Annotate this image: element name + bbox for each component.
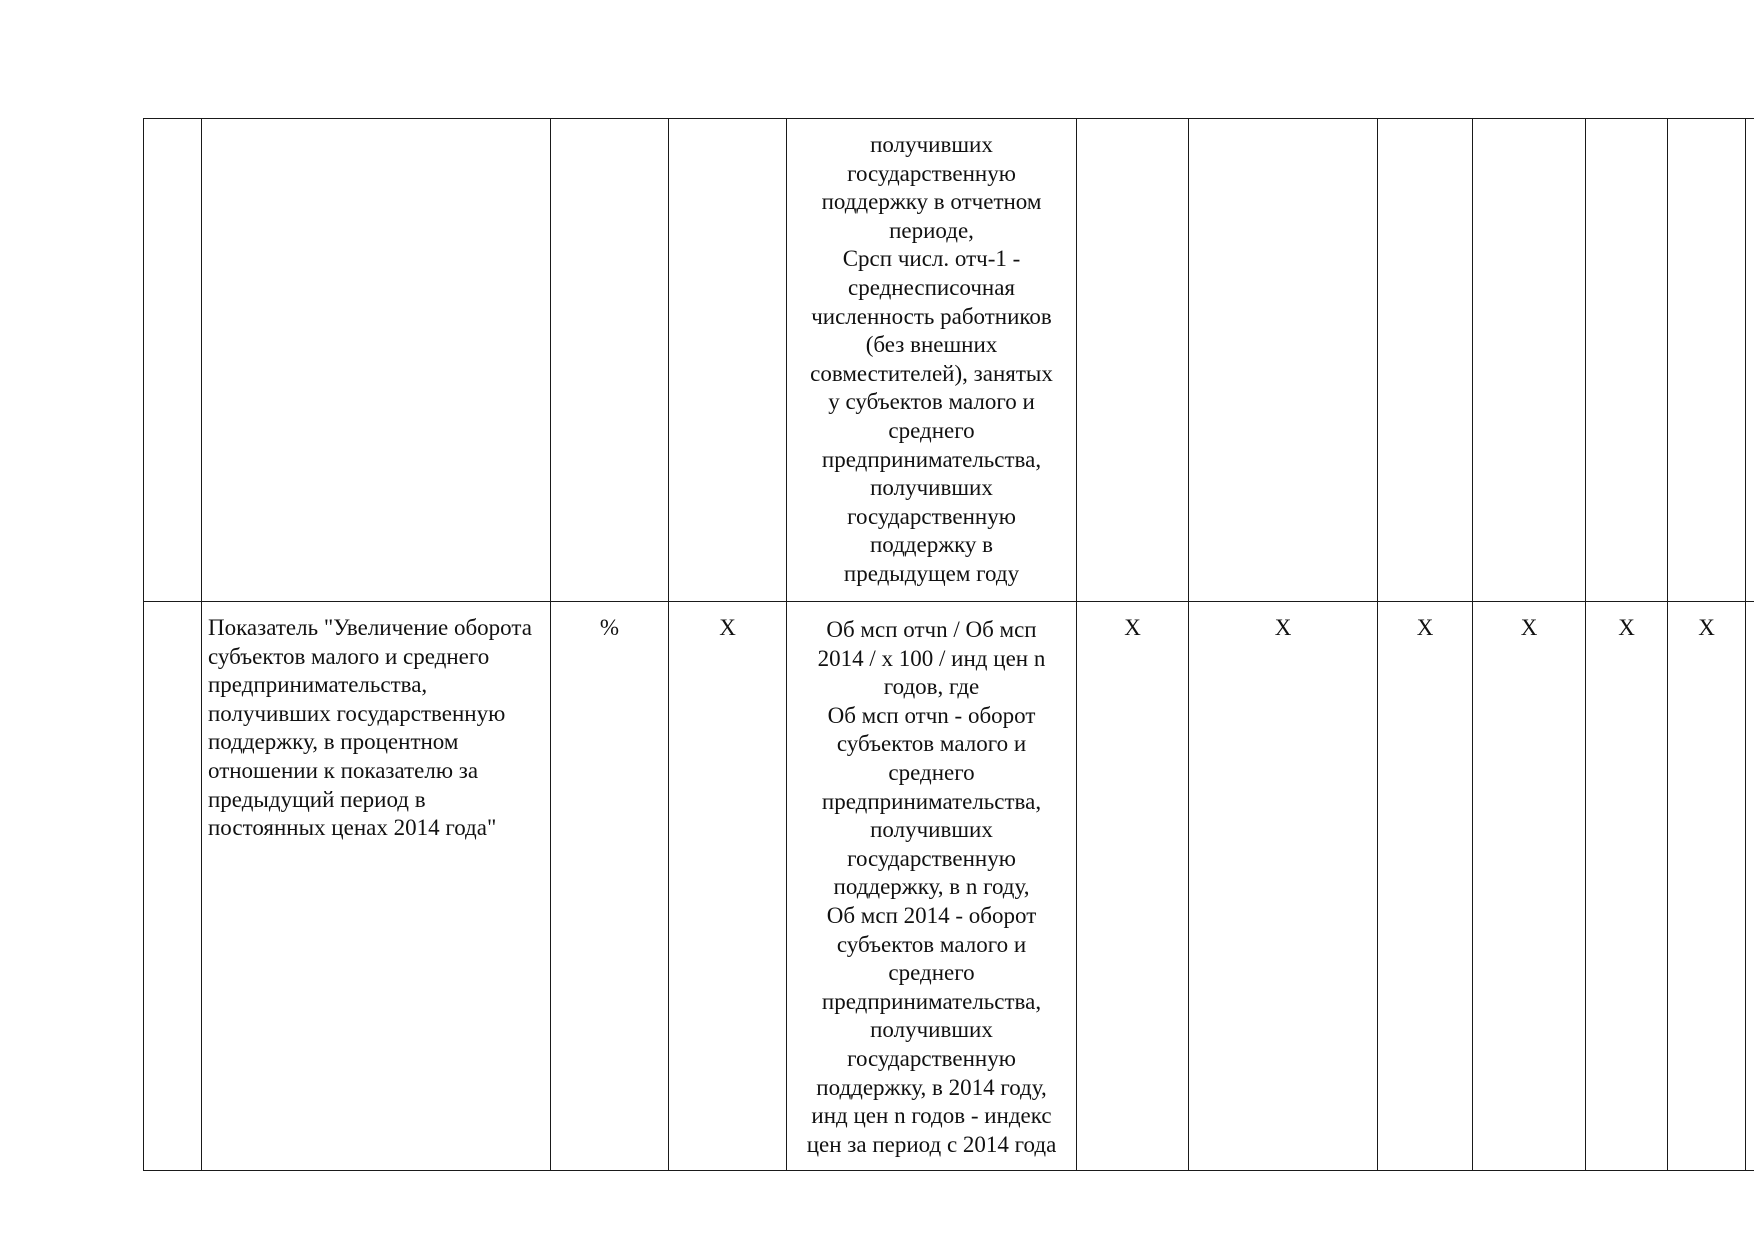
cell-indicator-name <box>202 119 551 602</box>
table-row <box>144 119 1754 602</box>
cell-col8 <box>1378 119 1473 602</box>
cell-number <box>144 602 202 1171</box>
cell-col10 <box>1586 119 1668 602</box>
cell-col8: X <box>1378 602 1473 1171</box>
cell-indicator-name: Показатель "Увеличение оборота субъектов малого и среднего предпринимательства, получивших государственную поддержку, в процентном отношении к показателю за предыдущий период в постоянных ценах 2014 года" <box>202 602 551 1171</box>
cell-col7: X <box>1189 602 1378 1171</box>
cell-formula: получивших государственную поддержку в отчетном периоде, Срсп числ. отч-1 - среднесписочная численность работников (без внешних совместителей), занятых у субъектов малого и среднего предпринимательства, получивших государственную поддержку в предыдущем году <box>787 119 1077 602</box>
cell-unit: % <box>551 602 669 1171</box>
table-row <box>144 602 1754 1171</box>
cell-col9 <box>1473 119 1586 602</box>
cell-col7 <box>1189 119 1378 602</box>
cell-col4 <box>669 119 787 602</box>
cell-col9: X <box>1473 602 1586 1171</box>
cell-col10: X <box>1586 602 1668 1171</box>
cell-col4: X <box>669 602 787 1171</box>
cell-unit <box>551 119 669 602</box>
cell-col11: X <box>1668 602 1746 1171</box>
cell-col6: X <box>1077 602 1189 1171</box>
cell-number <box>144 119 202 602</box>
cell-col12 <box>1746 602 1754 1171</box>
cell-col12 <box>1746 119 1754 602</box>
cell-col11 <box>1668 119 1746 602</box>
cell-formula: Об мсп отчn / Об мсп 2014 / x 100 / инд цен n годов, где Об мсп отчn - оборот субъектов малого и среднего предпринимательства, получивших государственную поддержку, в n году, Об мсп 2014 - оборот субъектов малого и среднего предпринимательства, получивших государственную поддержку, в 2014 году, инд цен n годов - индекс цен за период с 2014 года <box>787 602 1077 1171</box>
indicator-table <box>143 118 1754 1171</box>
cell-col6 <box>1077 119 1189 602</box>
